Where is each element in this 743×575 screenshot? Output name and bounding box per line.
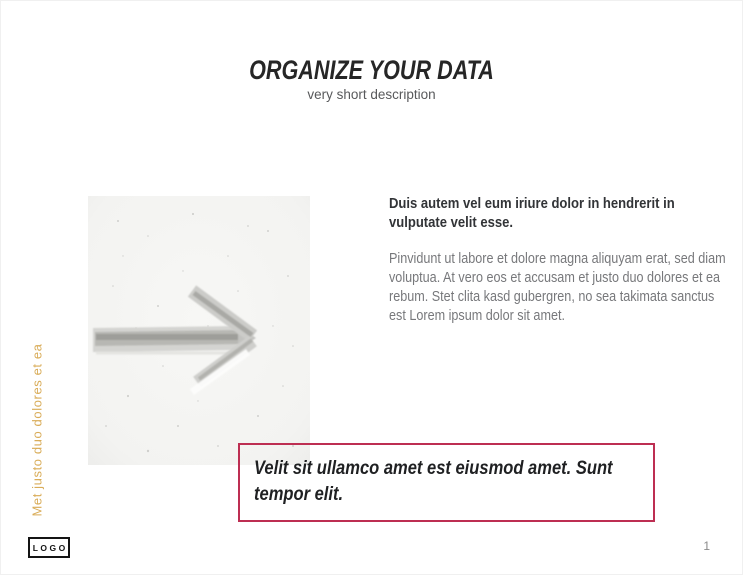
arrow-right-image-icon [88,196,310,465]
arrow-photo [88,196,310,465]
body-text-block [389,194,727,326]
slide-title: ORGANIZE YOUR DATA [249,55,494,85]
page-number: 1 [703,539,710,553]
logo-badge [28,537,70,558]
slide-subtitle: very short description [307,87,436,102]
body-paragraph: Pinvidunt ut labore et dolore magna aliquyam erat, sed diam voluptua. At vero eos et accusam et justo duo dolores et ea rebum. Stet clita kasd gubergren, no sea takimata sanctus est Lorem ipsum dolor sit amet. [389,251,726,324]
logo-text: LOGO [32,542,68,553]
lead-paragraph: Duis autem vel eum iriure dolor in hendrerit in vulputate velit esse. [389,195,675,231]
side-label: Met justo duo dolores et ea [29,343,45,517]
quote-text: Velit sit ullamco amet est eiusmod amet. Sunt tempor elit. [254,458,613,505]
quote-box [238,443,655,522]
